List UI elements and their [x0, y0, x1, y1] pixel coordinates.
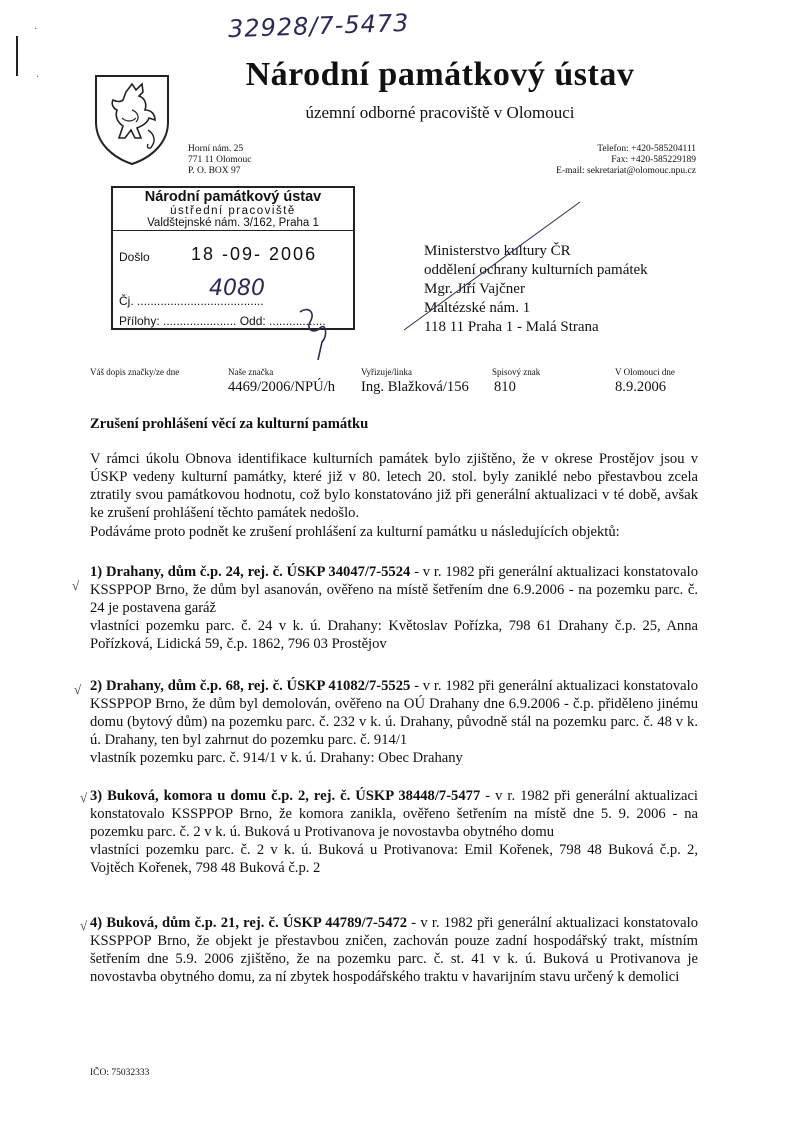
item-body: - v r. 1982 při generální aktualizaci konstatovalo KSSPPOP Brno, že dům byl asanován, ověřeno na místě šetřením dne 6.9.2006 - na pozemku parc. č. 24 je postavena garáž	[90, 564, 698, 616]
organization-name: Národní památkový ústav	[245, 56, 635, 93]
fax: Fax: +420-585229189	[611, 155, 696, 165]
margin-mark	[16, 36, 18, 76]
your-ref-label: Váš dopis značky/ze dne	[90, 367, 180, 377]
handled-label: Vyřizuje/linka	[361, 367, 412, 377]
intro-request: Podáváme proto podnět ke zrušení prohlášení za kulturní památku u následujících objektů:	[90, 524, 620, 540]
item-body: - v r. 1982 při generální aktualizaci konstatovalo KSSPPOP Brno, že objekt je přestavbou zničen, zachován pouze zadní hospodářský trakt, místním šetřením dne 5.9. 2006 zjištěno, že na pozemku parc. č. st. 41 v k. ú. Buková u Protivanova je novostavba obytného domu, za ní zbytek hospodářského traktu v havarijním stavu určený k demolici	[90, 915, 698, 985]
pen-stroke-icon	[400, 198, 590, 338]
address-line: 771 11 Olomouc	[188, 155, 252, 165]
organization-subtitle: územní odborné pracoviště v Olomouci	[305, 103, 575, 122]
file-code: 810	[494, 379, 516, 395]
handwritten-reference: 32928/7-5473	[227, 8, 410, 44]
address-line: Horní nám. 25	[188, 144, 244, 154]
check-mark-icon: √	[72, 578, 80, 593]
recipient-line: Mgr. Jiří Vajčner	[424, 281, 525, 297]
item-title: 4) Buková, dům č.p. 21, rej. č. ÚSKP 44789/7-5472	[90, 915, 408, 931]
list-item	[90, 787, 698, 877]
stamp-ref-label: Čj. ......................................	[119, 294, 264, 308]
recipient-line: oddělení ochrany kulturních památek	[424, 262, 648, 278]
file-label: Spisový znak	[492, 367, 541, 377]
list-item	[90, 914, 698, 986]
item-title: 1) Drahany, dům č.p. 24, rej. č. ÚSKP 34047/7-5524	[90, 564, 411, 580]
our-ref-label: Naše značka	[228, 367, 274, 377]
item-title: 2) Drahany, dům č.p. 68, rej. č. ÚSKP 41082/7-5525	[90, 678, 411, 694]
sender-contact	[470, 144, 696, 177]
email: E-mail: sekretariat@olomouc.npu.cz	[556, 166, 696, 176]
stamp-received-label: Došlo	[119, 250, 150, 264]
letter-date: 8.9.2006	[615, 379, 667, 395]
stamp-sub: ústřední pracoviště	[170, 205, 296, 217]
letter-subject: Zrušení prohlášení věcí za kulturní památku	[90, 416, 369, 432]
stamp-header	[113, 188, 353, 231]
recipient-line: Maltézské nám. 1	[424, 300, 531, 316]
check-mark-icon: √	[80, 918, 88, 933]
check-mark-icon: √	[74, 682, 82, 697]
recipient-line: 118 11 Praha 1 - Malá Strana	[424, 319, 599, 335]
coat-of-arms-icon	[92, 70, 172, 166]
item-owner: vlastníci pozemku parc. č. 24 v k. ú. Drahany: Květoslav Pořízka, 798 61 Drahany č.p. 25, Anna Pořízková, Lidická 59, č.p. 1862, 796 03 Prostějov	[90, 618, 698, 652]
handwritten-initials-icon	[290, 300, 350, 360]
our-ref: 4469/2006/NPÚ/h	[228, 379, 336, 395]
stamp-handwritten-number: 4080	[209, 276, 265, 301]
list-item	[90, 563, 698, 653]
stamp-name: Národní památkový ústav	[144, 189, 322, 205]
handled-by: Ing. Blažková/156	[361, 379, 469, 395]
check-mark-icon: √	[80, 790, 88, 805]
margin-dot: ·	[34, 24, 38, 35]
recipient-line: Ministerstvo kultury ČR	[424, 243, 571, 259]
item-owner: vlastníci pozemku parc. č. 2 v k. ú. Buková u Protivanova: Emil Kořenek, 798 48 Buková č.p. 2, Vojtěch Kořenek, 798 48 Buková č.p. 2	[90, 842, 698, 876]
margin-dot: ·	[36, 72, 40, 83]
phone: Telefon: +420-585204111	[597, 144, 696, 154]
date-label: V Olomouci dne	[615, 367, 675, 377]
item-owner: vlastník pozemku parc. č. 914/1 v k. ú. Drahany: Obec Drahany	[90, 750, 463, 766]
company-id: IČO: 75032333	[90, 1068, 150, 1078]
item-title: 3) Buková, komora u domu č.p. 2, rej. č. ÚSKP 38448/7-5477	[90, 788, 481, 804]
stamp-address: Valdštejnské nám. 3/162, Praha 1	[147, 217, 319, 229]
address-line: P. O. BOX 97	[188, 166, 241, 176]
item-body: - v r. 1982 při generální aktualizaci konstatovalo KSSPPOP Brno, že dům byl demolován, ověřeno na OÚ Drahany dne 6.9.2006 - č.p. přiděleno jinému domu (bytový dům) na pozemku parc. č. 232 v k. ú. Drahany, původně stál na pozemku parc. č. 48 v k. ú. Drahany, ten byl zahrnut do pozemku parc. č. 914/1	[90, 678, 698, 748]
stamp-attachments-label: Přílohy: ...................... Odd: .................	[119, 314, 326, 328]
stamp-date: 18 -09- 2006	[191, 244, 318, 264]
item-body: - v r. 1982 při generální aktualizaci konstatovalo KSSPPOP Brno, že komora zanikla, ověřeno šetřením na místě dne 5. 9. 2006 - na pozemku parc. č. 2 v k. ú. Buková u Protivanova je novostavba obytného domu	[90, 788, 698, 840]
list-item	[90, 677, 698, 767]
intro-paragraph: V rámci úkolu Obnova identifikace kulturních památek bylo zjištěno, že v okrese Prostějov jsou v ÚSKP vedeny kulturní památky, které již v 80. letech 20. stol. byly zaniklé nebo přestavbou zcela ztratily svou památkovou hodnotu, což bylo konstatováno již při generální aktualizaci v té době, avšak ke zrušení prohlášení těchto památek nedošlo.	[90, 451, 698, 521]
sender-address	[188, 144, 252, 177]
